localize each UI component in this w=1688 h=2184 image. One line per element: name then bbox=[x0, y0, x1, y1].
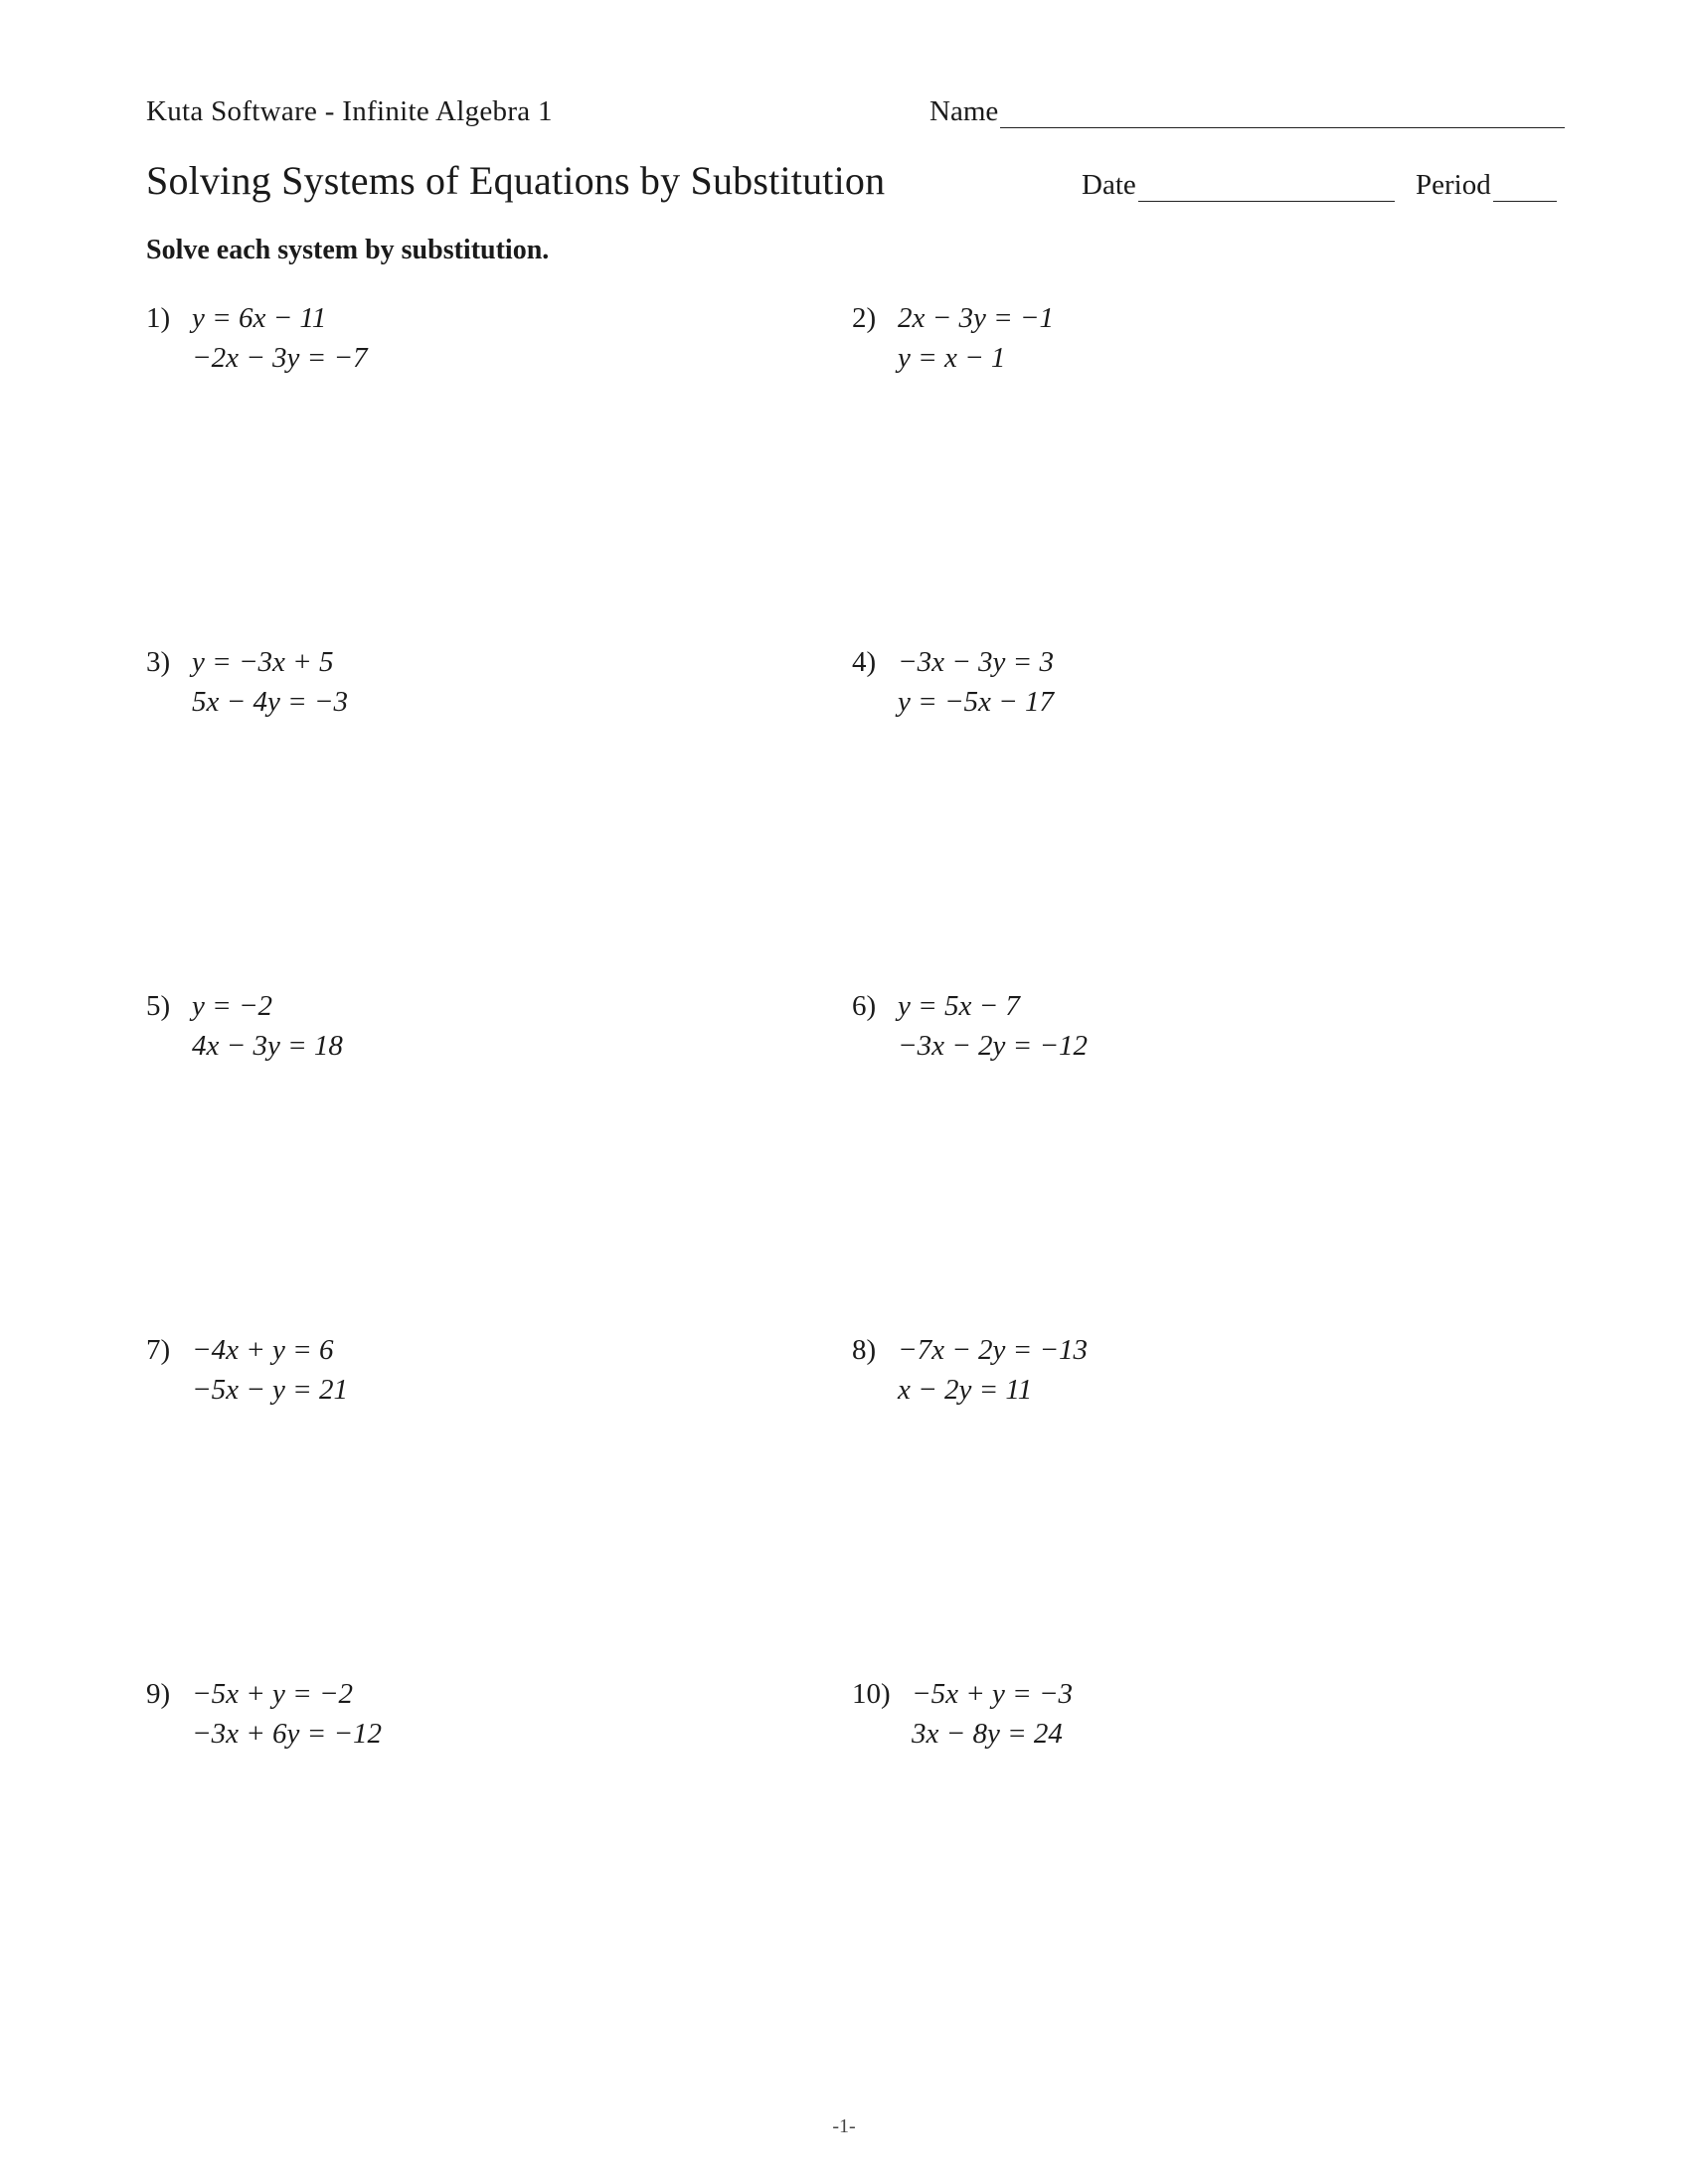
problem-6 bbox=[852, 986, 1088, 1066]
problem-4 bbox=[852, 642, 1054, 722]
equation-1: −5x + y = −3 bbox=[912, 1678, 1074, 1710]
problem-number: 10) bbox=[852, 1678, 891, 1710]
problem-number: 9) bbox=[146, 1678, 171, 1710]
equation-2: −3x − 2y = −12 bbox=[898, 1030, 1089, 1062]
instructions: Solve each system by substitution. bbox=[146, 235, 550, 265]
problem-number: 3) bbox=[146, 646, 171, 678]
equation-2: y = −5x − 17 bbox=[898, 686, 1054, 718]
equation-1: −5x + y = −2 bbox=[192, 1678, 354, 1710]
equation-2: 5x − 4y = −3 bbox=[192, 686, 348, 718]
equation-2: 3x − 8y = 24 bbox=[912, 1718, 1063, 1750]
equation-2: 4x − 3y = 18 bbox=[192, 1030, 343, 1062]
problem-number: 1) bbox=[146, 302, 171, 334]
problem-number: 2) bbox=[852, 302, 877, 334]
equation-2: y = x − 1 bbox=[898, 342, 1006, 374]
equation-1: −7x − 2y = −13 bbox=[898, 1334, 1089, 1366]
date-blank-line[interactable] bbox=[1138, 171, 1395, 202]
problem-number: 4) bbox=[852, 646, 877, 678]
problem-8 bbox=[852, 1330, 1088, 1410]
page-title: Solving Systems of Equations by Substitution bbox=[146, 158, 886, 203]
equation-1: 2x − 3y = −1 bbox=[898, 302, 1054, 334]
problem-7 bbox=[146, 1330, 348, 1410]
source-label: Kuta Software - Infinite Algebra 1 bbox=[146, 95, 553, 127]
period-label: Period bbox=[1416, 169, 1491, 201]
problem-9 bbox=[146, 1674, 382, 1754]
problem-number: 5) bbox=[146, 990, 171, 1022]
problem-number: 7) bbox=[146, 1334, 171, 1366]
equation-2: −2x − 3y = −7 bbox=[192, 342, 368, 374]
date-field[interactable] bbox=[1082, 169, 1395, 202]
problem-5 bbox=[146, 986, 343, 1066]
equation-1: y = 6x − 11 bbox=[192, 302, 327, 334]
name-field[interactable] bbox=[929, 95, 1565, 128]
problem-3 bbox=[146, 642, 348, 722]
problem-number: 8) bbox=[852, 1334, 877, 1366]
name-blank-line[interactable] bbox=[1000, 97, 1565, 128]
problem-10 bbox=[852, 1674, 1073, 1754]
equation-1: y = −2 bbox=[192, 990, 273, 1022]
problem-1 bbox=[146, 298, 368, 378]
equation-2: x − 2y = 11 bbox=[898, 1374, 1033, 1406]
problem-2 bbox=[852, 298, 1054, 378]
date-label: Date bbox=[1082, 169, 1136, 201]
equation-1: −4x + y = 6 bbox=[192, 1334, 334, 1366]
equation-2: −3x + 6y = −12 bbox=[192, 1718, 383, 1750]
equation-1: y = 5x − 7 bbox=[898, 990, 1020, 1022]
page-number: -1- bbox=[832, 2115, 856, 2137]
period-blank-line[interactable] bbox=[1493, 171, 1557, 202]
equation-2: −5x − y = 21 bbox=[192, 1374, 348, 1406]
period-field[interactable] bbox=[1416, 169, 1557, 202]
name-label: Name bbox=[929, 95, 999, 127]
equation-1: y = −3x + 5 bbox=[192, 646, 334, 678]
equation-1: −3x − 3y = 3 bbox=[898, 646, 1054, 678]
problem-number: 6) bbox=[852, 990, 877, 1022]
